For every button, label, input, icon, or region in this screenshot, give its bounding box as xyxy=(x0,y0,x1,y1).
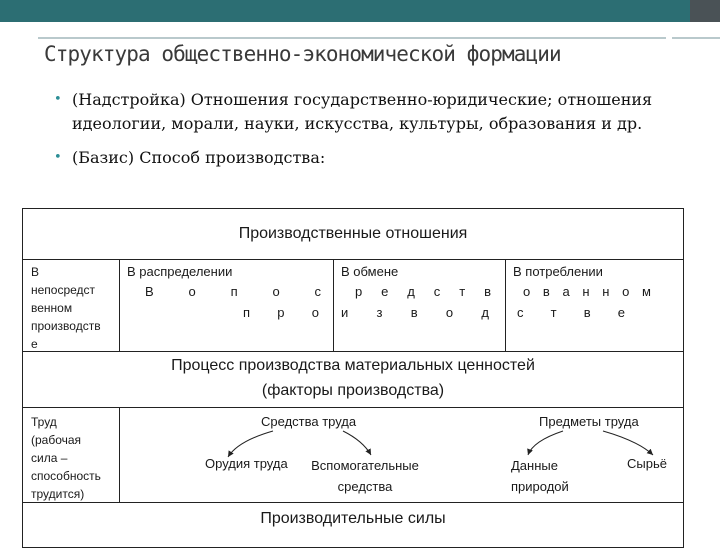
letter: н xyxy=(602,284,610,299)
means-of-labor: Средства труда xyxy=(261,414,357,429)
letter: о xyxy=(272,284,280,299)
letter: д xyxy=(407,284,415,299)
letter: д xyxy=(481,305,489,320)
arrows xyxy=(23,209,683,549)
cell-line: е xyxy=(31,337,38,351)
cell-line: непосредст xyxy=(31,283,96,297)
raw-materials: Сырьё xyxy=(627,456,667,471)
letter: п xyxy=(243,305,251,320)
letter: з xyxy=(376,305,383,320)
structure-table xyxy=(22,208,684,548)
title-rule xyxy=(38,37,666,39)
cell-line: способность xyxy=(31,469,101,483)
top-bar-accent xyxy=(0,0,690,22)
bullet-dot-icon: • xyxy=(54,92,62,107)
letter: е xyxy=(381,284,389,299)
letter: р xyxy=(277,305,285,320)
tools-of-labor: Орудия труда xyxy=(205,456,288,471)
letter: р xyxy=(355,284,363,299)
productive-forces: Производительные силы xyxy=(260,510,446,527)
arrow-to-aux xyxy=(343,431,371,455)
auxiliary-means xyxy=(303,455,427,497)
cell-line: (рабочая xyxy=(31,433,82,447)
letter: н xyxy=(582,284,590,299)
bullet-text: (Базис) Способ производства: xyxy=(72,148,326,167)
letter: е xyxy=(617,305,625,320)
consumption-head: В потреблении xyxy=(513,264,603,279)
letter: в xyxy=(542,284,550,299)
letter: в xyxy=(583,305,591,320)
bullet-superstructure xyxy=(54,88,698,136)
letter: о xyxy=(188,284,196,299)
relations-header: Производственные отношения xyxy=(238,225,468,242)
cell-line: Данные xyxy=(511,458,558,473)
letter: с xyxy=(314,284,321,299)
cell-line: средства xyxy=(337,479,393,494)
cell-line: природой xyxy=(511,479,569,494)
letter: с xyxy=(433,284,441,299)
letter: о xyxy=(523,284,531,299)
letter: в xyxy=(484,284,491,299)
process-title: Процесс производства материальных ценностей xyxy=(171,357,535,374)
distribution-head: В распределении xyxy=(127,264,233,279)
letter: о xyxy=(445,305,454,320)
letter: с xyxy=(517,305,524,320)
arrow-to-given xyxy=(528,431,563,455)
exchange-head: В обмене xyxy=(341,264,399,279)
process-subtitle: (факторы производства) xyxy=(261,382,445,399)
cell-line: Труд xyxy=(31,415,57,429)
cell-line: Вспомогательные xyxy=(311,458,419,473)
arrow-to-tools xyxy=(228,431,273,457)
letter: о xyxy=(311,305,319,320)
bullet-dot-icon: • xyxy=(54,150,62,165)
given-by-nature xyxy=(511,455,569,497)
letter: и xyxy=(341,305,349,320)
cell-line: сила – xyxy=(31,451,68,465)
objects-of-labor: Предметы труда xyxy=(539,414,639,429)
cell-line: производств xyxy=(31,319,101,333)
letter: о xyxy=(622,284,630,299)
arrow-to-raw xyxy=(603,431,653,455)
cell-line: В xyxy=(31,265,40,279)
letter: в xyxy=(410,305,418,320)
top-bar-corner xyxy=(690,0,720,22)
cell-line: трудится) xyxy=(31,487,85,501)
bullet-basis xyxy=(54,146,698,170)
slide-title: Структура общественно-экономической формации xyxy=(44,42,561,66)
top-bar xyxy=(0,0,720,22)
bullet-text: (Надстройка) Отношения государственно-юридические; отношения идеологии, морали, науки, искусства, культуры, образования и др. xyxy=(72,90,653,133)
bullet-list xyxy=(54,88,698,180)
title-rule-right xyxy=(672,37,720,39)
letter: м xyxy=(642,284,651,299)
letter: а xyxy=(562,284,570,299)
letter: В xyxy=(145,284,154,299)
letter: т xyxy=(550,305,557,320)
letter: т xyxy=(459,284,466,299)
cell-line: венном xyxy=(31,301,73,315)
letter: п xyxy=(230,284,238,299)
